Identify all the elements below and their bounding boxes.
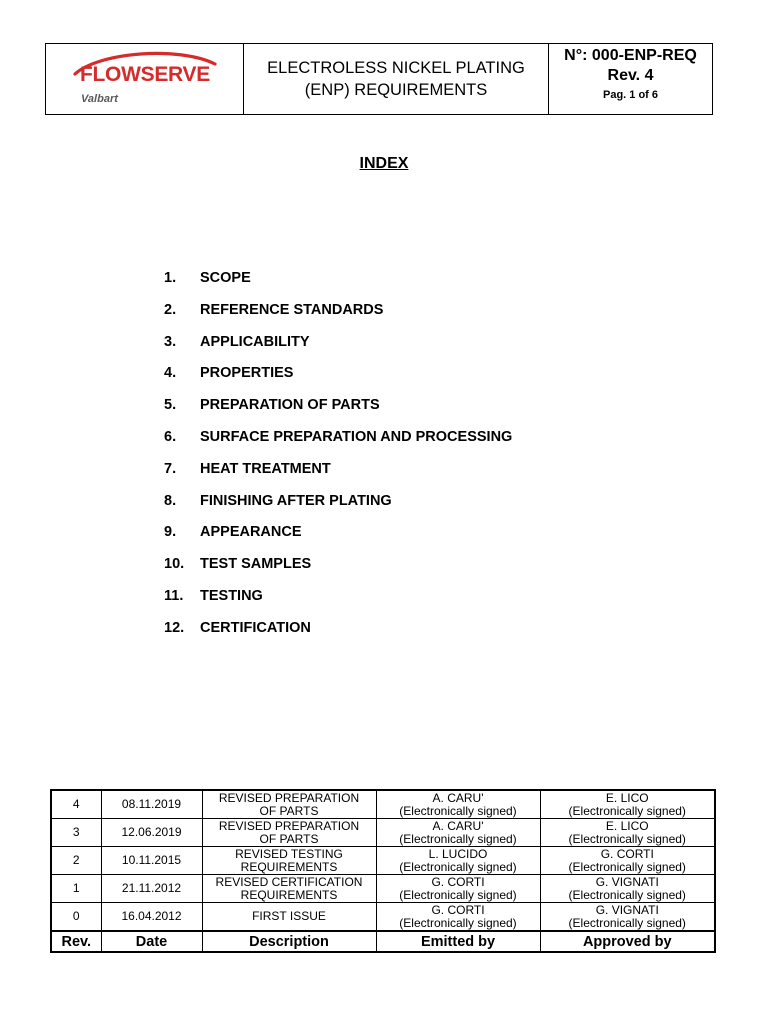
approved-by-cell — [540, 875, 715, 903]
title-line-1: ELECTROLESS NICKEL PLATING — [267, 59, 525, 77]
signature-note: (Electronically signed) — [399, 887, 517, 902]
index-item-label: CERTIFICATION — [200, 619, 311, 636]
signer-name: G. VIGNATI — [595, 902, 659, 917]
logo-sub-text: Valbart — [81, 93, 118, 105]
description-cell — [202, 875, 376, 903]
signature-note: (Electronically signed) — [568, 831, 686, 846]
signature-note: (Electronically signed) — [568, 803, 686, 818]
index-item — [164, 618, 512, 650]
emitted-by-cell — [376, 819, 540, 847]
date-cell: 10.11.2015 — [101, 847, 202, 875]
description-line: OF PARTS — [259, 803, 319, 818]
index-item-label: FINISHING AFTER PLATING — [200, 492, 392, 509]
index-item-label: PREPARATION OF PARTS — [200, 397, 380, 414]
emitted-by-cell — [376, 790, 540, 819]
index-item — [164, 459, 512, 491]
index-item-label: APPEARANCE — [200, 524, 302, 541]
index-item-label: REFERENCE STANDARDS — [200, 301, 384, 318]
index-item — [164, 522, 512, 554]
logo-brand-text: FLOWSERVE — [80, 63, 210, 86]
index-title: INDEX — [359, 155, 409, 172]
description-line: REVISED PREPARATION — [218, 790, 360, 805]
signer-name: G. CORTI — [431, 874, 485, 889]
signer-name: E. LICO — [605, 818, 649, 833]
index-item-number: 1. — [164, 270, 177, 286]
index-item-number: 12. — [164, 619, 185, 636]
index-item-label: SCOPE — [200, 270, 251, 286]
signer-name: A. CARU' — [432, 818, 484, 833]
index-item-label: TEST SAMPLES — [200, 556, 312, 573]
emitted-by-cell — [376, 847, 540, 875]
rev-cell: 0 — [51, 903, 101, 932]
index-item-number: 11. — [164, 587, 184, 604]
signature-note: (Electronically signed) — [399, 831, 517, 846]
index-item-number: 9. — [164, 524, 177, 541]
table-row — [51, 875, 715, 903]
document-title — [244, 44, 549, 114]
table-row — [51, 903, 715, 932]
index-item-label: PROPERTIES — [200, 365, 294, 382]
rev-cell: 1 — [51, 875, 101, 903]
index-item-number: 7. — [164, 460, 177, 477]
description-line: REQUIREMENTS — [240, 859, 338, 874]
index-item-number: 8. — [164, 492, 177, 509]
index-item — [164, 491, 512, 523]
description-line: REVISED PREPARATION — [218, 818, 360, 833]
column-header-approved-by: Approved by — [540, 931, 715, 952]
index-item-label: APPLICABILITY — [200, 333, 310, 350]
rev-cell: 2 — [51, 847, 101, 875]
signer-name: E. LICO — [605, 790, 649, 805]
document-reference — [549, 44, 712, 114]
table-row — [51, 819, 715, 847]
index-item-number: 10. — [164, 556, 185, 573]
index-item-label: HEAT TREATMENT — [200, 460, 331, 477]
description-cell — [202, 903, 376, 932]
rev-cell: 4 — [51, 790, 101, 819]
column-header-date: Date — [101, 931, 202, 952]
column-header-description: Description — [202, 931, 376, 952]
index-item-number: 5. — [164, 397, 177, 414]
page-indicator: Pag. 1 of 6 — [602, 89, 659, 101]
signature-note: (Electronically signed) — [568, 859, 686, 874]
index-item — [164, 363, 512, 395]
title-line-2: (ENP) REQUIREMENTS — [304, 81, 488, 99]
description-line: OF PARTS — [259, 831, 319, 846]
description-line: REVISED TESTING — [235, 846, 343, 861]
index-item-number: 4. — [164, 365, 177, 382]
index-item-number: 2. — [164, 301, 177, 318]
date-cell: 12.06.2019 — [101, 819, 202, 847]
revision-table — [50, 789, 716, 953]
emitted-by-cell — [376, 875, 540, 903]
signer-name: L. LUCIDO — [428, 846, 488, 861]
index-item — [164, 586, 512, 618]
rev-cell: 3 — [51, 819, 101, 847]
table-row — [51, 847, 715, 875]
signature-note: (Electronically signed) — [568, 887, 686, 902]
index-item-label: TESTING — [200, 587, 263, 604]
description-line: REQUIREMENTS — [240, 887, 338, 902]
description-cell — [202, 847, 376, 875]
date-cell: 16.04.2012 — [101, 903, 202, 932]
index-item — [164, 332, 512, 364]
table-row — [51, 790, 715, 819]
signature-note: (Electronically signed) — [399, 915, 517, 930]
date-cell: 21.11.2012 — [101, 875, 202, 903]
column-header-emitted-by: Emitted by — [376, 931, 540, 952]
index-item-number: 3. — [164, 333, 177, 350]
signature-note: (Electronically signed) — [399, 803, 517, 818]
emitted-by-cell — [376, 903, 540, 932]
signer-name: G. CORTI — [431, 902, 485, 917]
index-item — [164, 554, 512, 586]
signature-note: (Electronically signed) — [568, 915, 686, 930]
column-header-rev: Rev. — [51, 931, 101, 952]
signer-name: G. CORTI — [600, 846, 654, 861]
index-item-number: 6. — [164, 428, 177, 445]
index-item — [164, 427, 512, 459]
index-item — [164, 395, 512, 427]
description-cell — [202, 819, 376, 847]
index-item-label: SURFACE PREPARATION AND PROCESSING — [200, 428, 513, 445]
document-number: N°: 000-ENP-REQ — [564, 47, 697, 64]
approved-by-cell — [540, 819, 715, 847]
approved-by-cell — [540, 847, 715, 875]
date-cell: 08.11.2019 — [101, 790, 202, 819]
description-cell — [202, 790, 376, 819]
index-list — [164, 268, 512, 650]
signature-note: (Electronically signed) — [399, 859, 517, 874]
signer-name: G. VIGNATI — [595, 874, 659, 889]
description-line: REVISED CERTIFICATION — [215, 874, 363, 889]
approved-by-cell — [540, 790, 715, 819]
company-logo — [46, 44, 244, 114]
index-item — [164, 300, 512, 332]
document-header — [45, 43, 713, 115]
description-line: FIRST ISSUE — [252, 909, 326, 923]
table-header-row — [51, 931, 715, 952]
document-revision: Rev. 4 — [607, 67, 654, 84]
index-item — [164, 268, 512, 300]
signer-name: A. CARU' — [432, 790, 484, 805]
approved-by-cell — [540, 903, 715, 932]
